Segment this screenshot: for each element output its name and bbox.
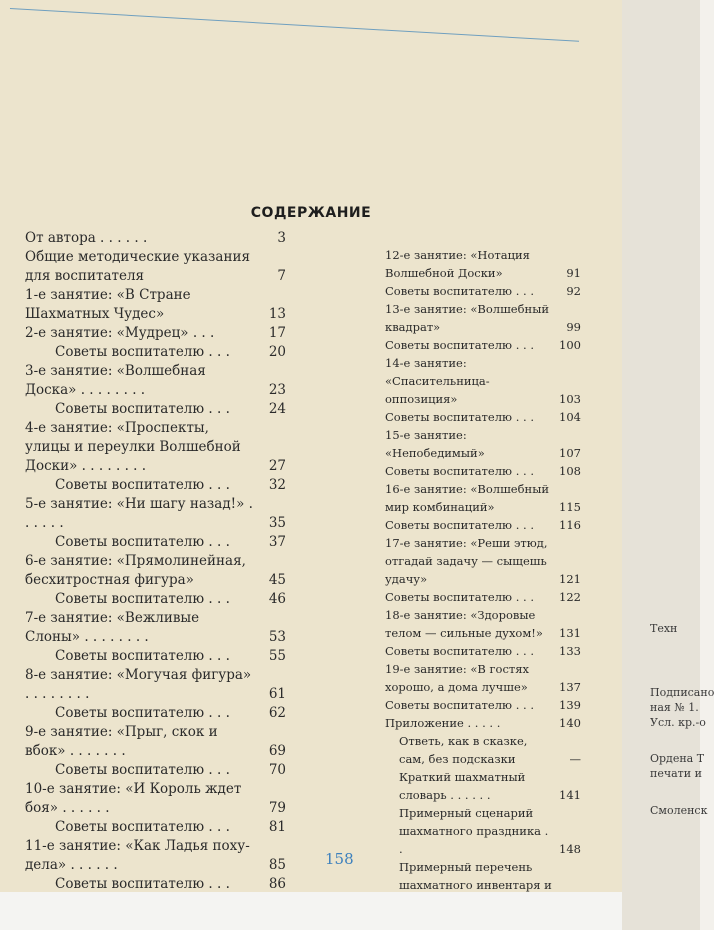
toc-entry xyxy=(25,647,290,666)
toc-entry xyxy=(385,426,585,462)
toc-entry-page: 104 xyxy=(559,410,581,424)
toc-entry-title: 17-е занятие: «Реши этюд, отгадай задачу — сыщешь удачу» xyxy=(385,536,548,586)
toc-entry-page: 148 xyxy=(559,842,581,856)
toc-entry-title: Советы воспитателю . . . xyxy=(55,648,230,664)
toc-entry-title: 4-е занятие: «Проспекты, улицы и переулки Волшебной Доски» . . . . . . . . xyxy=(25,420,241,474)
toc-entry xyxy=(385,246,585,282)
toc-entry xyxy=(385,660,585,696)
toc-entry xyxy=(25,723,290,761)
toc-entry xyxy=(25,476,290,495)
toc-entry xyxy=(25,609,290,647)
toc-entry-title: Советы воспитателю . . . xyxy=(385,518,534,532)
toc-entry-page: 137 xyxy=(559,680,581,694)
toc-entry-title: Советы воспитателю . . . xyxy=(55,401,230,417)
toc-entry-page: 99 xyxy=(566,320,581,334)
toc-entry xyxy=(25,552,290,590)
toc-entry-title: 18-е занятие: «Здоровые телом — сильные духом!» xyxy=(385,608,543,640)
toc-entry-title: 19-е занятие: «В гостях хорошо, а дома лучше» xyxy=(385,662,530,694)
toc-entry-page: 23 xyxy=(268,382,286,398)
toc-entry-title: 6-е занятие: «Прямолинейная, бесхитростная фигура» xyxy=(25,553,246,588)
toc-entry xyxy=(25,362,290,400)
toc-entry xyxy=(385,282,585,300)
toc-entry-title: Советы воспитателю . . . xyxy=(55,534,230,550)
toc-entry xyxy=(385,534,585,588)
toc-entry-page: 140 xyxy=(559,716,581,730)
toc-entry-title: Советы воспитателю . . . xyxy=(55,705,230,721)
toc-entry-title: 7-е занятие: «Вежливые Слоны» . . . . . . . . xyxy=(25,610,200,645)
toc-entry-title: Приложение . . . . . xyxy=(385,716,501,730)
toc-entry-title: 9-е занятие: «Прыг, скок и вбок» . . . . . . . xyxy=(25,724,218,759)
toc-entry xyxy=(385,768,585,804)
toc-entry xyxy=(385,588,585,606)
toc-entry xyxy=(385,714,585,732)
toc-entry-page: 103 xyxy=(559,392,581,406)
toc-entry-title: Советы воспитателю . . . xyxy=(385,698,534,712)
facing-page-edge xyxy=(622,0,700,930)
toc-entry-title: Советы воспитателю . . . xyxy=(55,591,230,607)
toc-entry-page: 139 xyxy=(559,698,581,712)
toc-entry-title: 5-е занятие: «Ни шагу назад!» . . . . . . xyxy=(25,496,253,531)
toc-entry-title: Советы воспитателю . . . xyxy=(385,644,534,658)
toc-entry xyxy=(385,300,585,336)
toc-entry-title: Советы воспитателю . . . xyxy=(55,477,230,493)
toc-entry-page: 133 xyxy=(559,644,581,658)
toc-entry xyxy=(25,666,290,704)
toc-entry-page: 131 xyxy=(559,626,581,640)
toc-entry-page: 27 xyxy=(268,458,286,474)
toc-entry-title: Общие методические указания для воспитателя xyxy=(25,249,250,284)
toc-entry xyxy=(25,761,290,780)
toc-entry-title: 15-е занятие: «Непобедимый» xyxy=(385,428,485,460)
toc-entry xyxy=(25,343,290,362)
toc-entry-page: 107 xyxy=(559,446,581,460)
toc-entry xyxy=(25,590,290,609)
facing-page-fragment: Смоленск xyxy=(650,804,708,817)
decorative-rule xyxy=(10,8,579,42)
toc-entry-title: Краткий шахматный словарь . . . . . . xyxy=(399,770,526,802)
toc-entry-title: 8-е занятие: «Могучая фигура» . . . . . . . . xyxy=(25,667,252,702)
toc-entry-title: 13-е занятие: «Волшебный квадрат» xyxy=(385,302,550,334)
toc-entry-title: 11-е занятие: «Как Ладья поху-дела» . . . . . . xyxy=(25,838,250,873)
toc-entry-title: Советы воспитателю . . . xyxy=(385,590,534,604)
toc-entry-page: 121 xyxy=(559,572,581,586)
toc-entry xyxy=(25,837,290,875)
toc-entry-title: Советы воспитателю . . . xyxy=(55,876,230,892)
toc-entry-page: 7 xyxy=(277,268,286,284)
toc-entry xyxy=(385,480,585,516)
toc-entry xyxy=(385,606,585,642)
toc-entry-page: 13 xyxy=(268,306,286,322)
toc-entry-title: Примерный сценарий шахматного праздника . . xyxy=(399,806,549,856)
toc-entry-page: 122 xyxy=(559,590,581,604)
toc-entry-page: 100 xyxy=(559,338,581,352)
toc-entry-page: 46 xyxy=(268,591,286,607)
toc-entry xyxy=(385,336,585,354)
toc-entry xyxy=(25,495,290,533)
toc-entry xyxy=(25,229,290,248)
toc-entry-page: 3 xyxy=(277,230,286,246)
facing-page-fragment: печати и xyxy=(650,767,702,780)
toc-entry-page: 69 xyxy=(268,743,286,759)
toc-entry-page: 24 xyxy=(268,401,286,417)
toc-entry-page: 141 xyxy=(559,788,581,802)
toc-entry xyxy=(25,818,290,837)
toc-entry-title: Советы воспитателю . . . xyxy=(385,338,534,352)
toc-entry-page: 108 xyxy=(559,464,581,478)
page-number: 158 xyxy=(325,850,354,868)
toc-entry xyxy=(25,324,290,343)
toc-entry-page: 116 xyxy=(559,518,581,532)
toc-entry xyxy=(385,804,585,858)
toc-entry-title: Советы воспитателю . . . xyxy=(385,284,534,298)
toc-entry-page: 37 xyxy=(268,534,286,550)
toc-entry-page: 45 xyxy=(268,572,286,588)
toc-entry-title: Советы воспитателю . . . xyxy=(55,762,230,778)
toc-entry-title: 12-е занятие: «Нотация Волшебной Доски» xyxy=(385,248,530,280)
toc-entry-page: 91 xyxy=(566,266,581,280)
toc-entry-page: 32 xyxy=(268,477,286,493)
facing-page-fragment: Ордена Т xyxy=(650,752,705,765)
toc-entry-page: 17 xyxy=(268,325,286,341)
toc-entry xyxy=(385,516,585,534)
toc-right-column xyxy=(385,246,585,930)
toc-left-column xyxy=(25,229,290,894)
page-title: СОДЕРЖАНИЕ xyxy=(250,205,372,221)
toc-entry-page: 62 xyxy=(268,705,286,721)
toc-entry xyxy=(25,704,290,723)
toc-entry-title: 3-е занятие: «Волшебная Доска» . . . . . . . . xyxy=(25,363,206,398)
toc-entry xyxy=(385,462,585,480)
toc-entry-page: 61 xyxy=(268,686,286,702)
facing-page-fragment: Техн xyxy=(650,622,678,635)
toc-entry-title: Советы воспитателю . . . xyxy=(55,344,230,360)
toc-entry xyxy=(385,408,585,426)
toc-entry-title: 1-е занятие: «В Стране Шахматных Чудес» xyxy=(25,287,191,322)
toc-entry-title: Советы воспитателю . . . xyxy=(385,464,534,478)
toc-entry-page: 70 xyxy=(268,762,286,778)
toc-entry-title: Ответь, как в сказке, сам, без подсказки xyxy=(399,734,528,766)
toc-entry-page: 20 xyxy=(268,344,286,360)
toc-entry xyxy=(25,286,290,324)
facing-page-fragment: Усл. кр.-о xyxy=(650,716,706,729)
toc-entry xyxy=(25,533,290,552)
toc-entry xyxy=(25,419,290,476)
toc-entry xyxy=(385,354,585,408)
toc-entry-title: Советы воспитателю . . . xyxy=(55,819,230,835)
facing-page-fragment: ная № 1. xyxy=(650,701,699,714)
toc-entry-page: 53 xyxy=(268,629,286,645)
toc-entry xyxy=(25,400,290,419)
toc-entry-title: От автора . . . . . . xyxy=(25,230,148,246)
toc-entry-page: 79 xyxy=(268,800,286,816)
toc-entry-title: Советы воспитателю . . . xyxy=(385,410,534,424)
toc-entry-page: 81 xyxy=(268,819,286,835)
toc-entry-page: — xyxy=(569,752,581,766)
toc-entry-page: 86 xyxy=(268,876,286,892)
toc-entry-page: 85 xyxy=(268,857,286,873)
facing-page-fragment: Подписано xyxy=(650,686,714,699)
toc-entry xyxy=(385,696,585,714)
toc-entry-page: 92 xyxy=(566,284,581,298)
toc-entry xyxy=(25,780,290,818)
toc-entry-page: 115 xyxy=(559,500,581,514)
toc-entry-page: 35 xyxy=(268,515,286,531)
toc-entry-title: 10-е занятие: «И Король ждет боя» . . . . . . xyxy=(25,781,242,816)
toc-entry xyxy=(385,642,585,660)
background-surface xyxy=(0,892,622,930)
toc-entry-title: Примерный перечень шахматного инвентаря и xyxy=(399,860,552,892)
toc-entry-title: 14-е занятие: «Спасительница-оппозиция» xyxy=(385,356,490,406)
toc-entry xyxy=(25,248,290,286)
toc-entry xyxy=(385,732,585,768)
toc-entry-page: 55 xyxy=(268,648,286,664)
toc-entry-title: 16-е занятие: «Волшебный мир комбинаций» xyxy=(385,482,550,514)
toc-entry-title: 2-е занятие: «Мудрец» . . . xyxy=(25,325,215,341)
